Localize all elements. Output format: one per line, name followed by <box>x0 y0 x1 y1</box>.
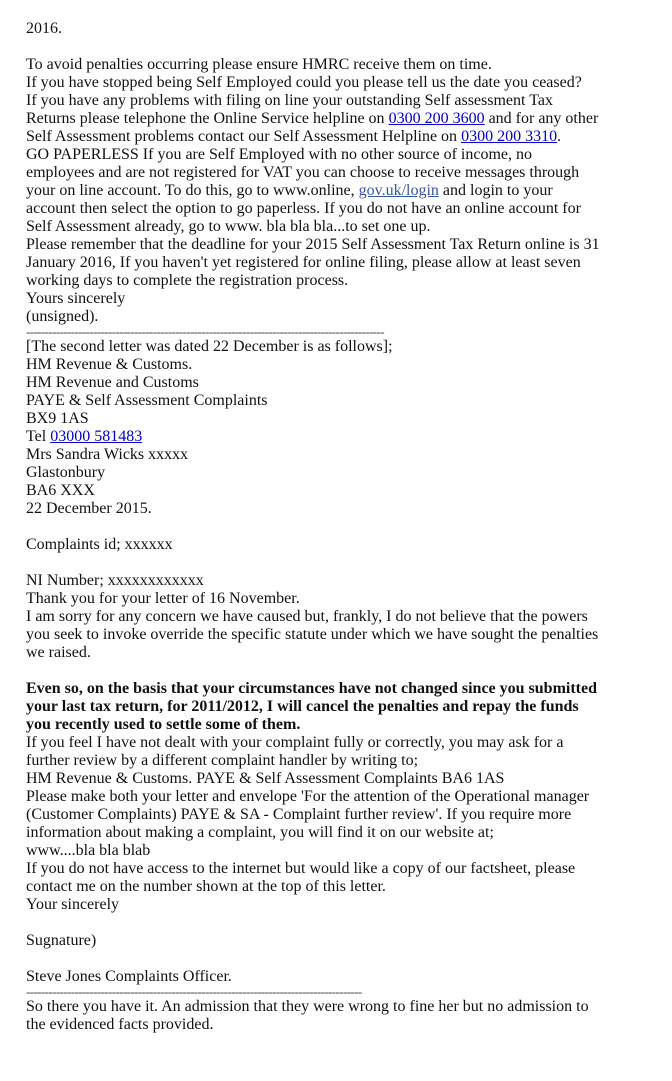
letter2-line: contact me on the number shown at the top of this letter. <box>26 878 386 895</box>
sender-dept: PAYE & Self Assessment Complaints <box>26 392 268 409</box>
blank-line <box>26 662 646 680</box>
letter2-signoff: Steve Jones Complaints Officer. <box>26 968 232 985</box>
letter1-line <box>26 182 646 200</box>
letter1-line: If you have stopped being Self Employed could you please tell us the date you ceased? <box>26 74 582 91</box>
complaints-id: Complaints id; xxxxxx <box>26 536 173 553</box>
letter2-line: Thank you for your letter of 16 November. <box>26 590 300 607</box>
blank-line <box>26 914 646 932</box>
letter2-line: you seek to invoke override the specific statute under which we have sought the penalties <box>26 626 599 643</box>
text: Returns please telephone the Online Service helpline on <box>26 110 389 127</box>
letter2-line: If you do not have access to the internet but would like a copy of our factsheet, please <box>26 860 576 877</box>
ni-number: NI Number; xxxxxxxxxxxx <box>26 572 204 589</box>
conclusion-line: So there you have it. An admission that they were wrong to fine her but no admission to <box>26 998 589 1015</box>
sender-line: HM Revenue & Customs. <box>26 356 193 373</box>
letter-date: 22 December 2015. <box>26 500 152 517</box>
letter1-line: Self Assessment already, go to www. bla bla bla...to set one up. <box>26 218 431 235</box>
letter2-closing: Your sincerely <box>26 896 120 913</box>
letter1-line: If you have any problems with filing on line your outstanding Self assessment Tax <box>26 92 553 109</box>
complaints-phone-link[interactable]: 03000 581483 <box>50 428 143 445</box>
recipient-name: Mrs Sandra Wicks xxxxx <box>26 446 189 463</box>
letter2-signature: Sugnature) <box>26 932 97 949</box>
recipient-postcode: BA6 XXX <box>26 482 95 499</box>
letter1-line <box>26 110 646 128</box>
dashed-separator: ------------------------------------------------------------------------------------------------ <box>26 326 384 338</box>
blank-line <box>26 554 646 572</box>
letter1-line: account then select the option to go paperless. If you do not have an online account for <box>26 200 581 217</box>
recipient-town: Glastonbury <box>26 464 106 481</box>
letter1-line: GO PAPERLESS If you are Self Employed with no other source of income, no <box>26 146 533 163</box>
sa-helpline-phone-link[interactable]: 0300 200 3310 <box>461 128 558 145</box>
blank-line <box>26 950 646 968</box>
letter2-line: www....bla bla blab <box>26 842 151 859</box>
gov-login-link[interactable]: gov.uk/login <box>358 182 439 199</box>
sender-line: HM Revenue and Customs <box>26 374 199 391</box>
bold-statement: you recently used to settle some of them. <box>26 716 301 733</box>
sender-postcode: BX9 1AS <box>26 410 89 427</box>
blank-line <box>26 518 646 536</box>
letter1-line: Please remember that the deadline for your 2015 Self Assessment Tax Return online is 31 <box>26 236 600 253</box>
bold-statement: your last tax return, for 2011/2012, I will cancel the penalties and repay the funds <box>26 698 579 715</box>
text: . <box>557 128 562 145</box>
letter2-intro: [The second letter was dated 22 December is as follows]; <box>26 338 393 355</box>
letter2-line: further review by a different complaint handler by writing to; <box>26 752 419 769</box>
year-fragment: 2016. <box>26 20 62 37</box>
letter1-line: January 2016, If you haven't yet registered for online filing, please allow at least seven <box>26 254 581 271</box>
letter2-line: Please make both your letter and envelope 'For the attention of the Operational manager <box>26 788 590 805</box>
letter2-line: HM Revenue & Customs. PAYE & Self Assessment Complaints BA6 1AS <box>26 770 505 787</box>
sender-tel <box>26 428 646 446</box>
letter2-line: I am sorry for any concern we have caused but, frankly, I do not believe that the powers <box>26 608 588 625</box>
letter1-closing: Yours sincerely <box>26 290 126 307</box>
tel-label: Tel <box>26 428 51 445</box>
dashed-separator: ------------------------------------------------------------------------------------------ <box>26 986 362 998</box>
bold-statement: Even so, on the basis that your circumstances have not changed since you submitted <box>26 680 598 697</box>
blank-line <box>26 38 646 56</box>
text: your on line account. To do this, go to www.online, <box>26 182 359 199</box>
text: Self Assessment problems contact our Self Assessment Helpline on <box>26 128 462 145</box>
letter2-line: If you feel I have not dealt with your complaint fully or correctly, you may ask for a <box>26 734 564 751</box>
letter2-line: (Customer Complaints) PAYE & SA - Complaint further review'. If you require more <box>26 806 572 823</box>
conclusion-line: the evidenced facts provided. <box>26 1016 214 1033</box>
letter1-line <box>26 128 646 146</box>
online-helpline-phone-link[interactable]: 0300 200 3600 <box>388 110 485 127</box>
letter1-line: employees and are not registered for VAT you can choose to receive messages through <box>26 164 580 181</box>
letter2-line: we raised. <box>26 644 91 661</box>
text: and login to your <box>438 182 553 199</box>
letter1-line: To avoid penalties occurring please ensure HMRC receive them on time. <box>26 56 492 73</box>
letter2-line: information about making a complaint, you will find it on our website at; <box>26 824 494 841</box>
letter1-line: working days to complete the registration process. <box>26 272 349 289</box>
letter1-signature: (unsigned). <box>26 308 99 325</box>
text: and for any other <box>484 110 599 127</box>
